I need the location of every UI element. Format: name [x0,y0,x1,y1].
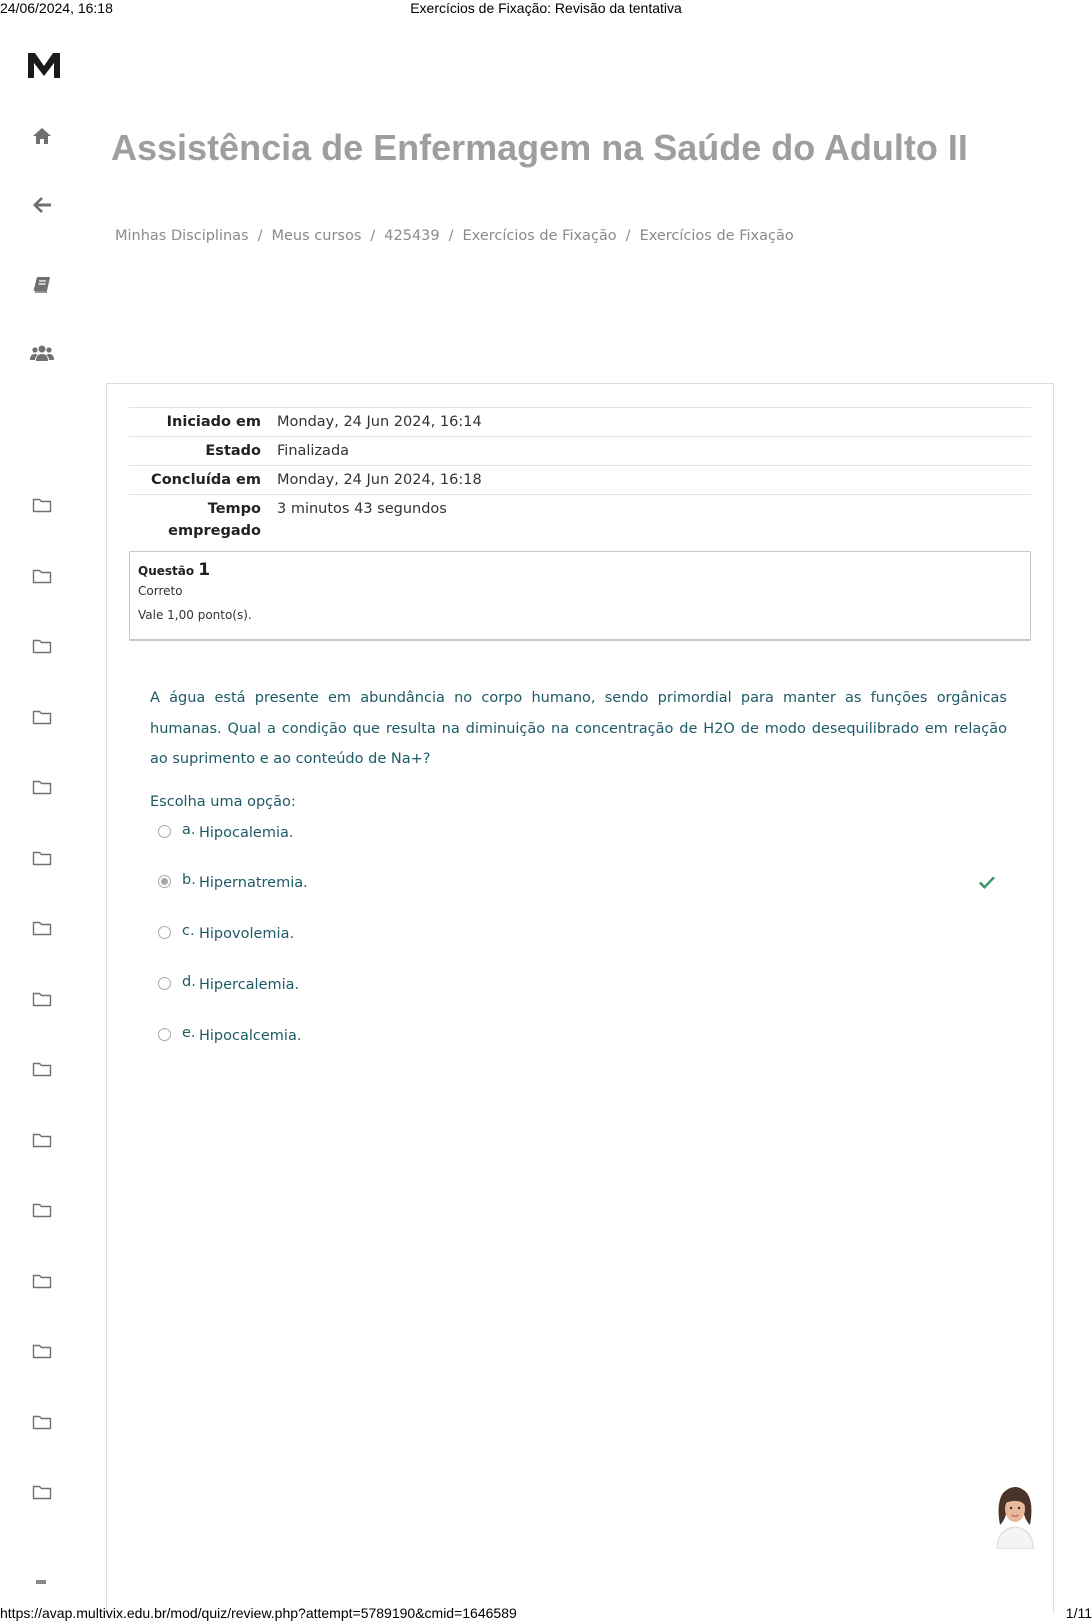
print-title: Exercícios de Fixação: Revisão da tentativa [410,0,682,16]
folder-icon[interactable] [30,1340,54,1362]
question-number [138,560,1022,580]
breadcrumb-item-section[interactable]: Exercícios de Fixação [462,228,617,244]
question-state: Correto [138,584,183,598]
answer-letter: c. [182,923,195,939]
print-footer [0,1605,1092,1621]
folder-icon[interactable] [30,565,54,587]
answer-radio[interactable] [158,977,171,990]
answer-radio[interactable] [158,825,171,838]
back-arrow-icon[interactable] [30,194,54,216]
question-label: Questão [138,564,195,578]
summary-label: Estado [205,443,261,459]
answer-text: Hipercalemia. [199,977,300,993]
answer-option-e[interactable] [158,1025,1018,1054]
summary-value: 3 minutos 43 segundos [277,501,447,517]
sidebar-scroll-indicator [36,1580,46,1584]
folder-icon[interactable] [30,1270,54,1292]
folder-icon[interactable] [30,776,54,798]
folder-icon[interactable] [30,847,54,869]
answer-radio[interactable] [158,1028,171,1041]
question-grade: Vale 1,00 ponto(s). [138,608,252,622]
home-icon[interactable] [30,125,54,147]
summary-row [129,408,1031,437]
answer-prompt: Escolha uma opção: [150,794,296,810]
breadcrumb: Minhas Disciplinas / Meus cursos / 425439 / Exercícios de Fixação / Exercícios de Fixação [115,228,794,244]
folder-icon[interactable] [30,1129,54,1151]
folder-icon[interactable] [30,1411,54,1433]
book-icon[interactable] [30,274,54,296]
answer-text: Hipocalcemia. [199,1028,302,1044]
correct-check-icon [978,876,996,890]
question-text: A água está presente em abundância no corpo humano, sendo primordial para manter as funções orgânicas humanas. Qual a condição que resulta na diminuição na concentração de H2O de modo desequilibrado em relação ao suprimento e ao conteúdo de Na+? [150,690,1007,767]
question-number-value: 1 [198,560,211,580]
answer-radio[interactable] [158,926,171,939]
answer-option-a[interactable] [158,822,1018,851]
users-icon[interactable] [30,342,54,364]
summary-row [129,437,1031,466]
folder-icon[interactable] [30,1199,54,1221]
question-info-box [129,551,1031,641]
folder-icon[interactable] [30,494,54,516]
summary-label: Tempo empregado [168,501,261,539]
breadcrumb-item-course-id[interactable]: 425439 [384,228,440,244]
summary-value: Finalizada [277,443,350,459]
answer-text: Hipovolemia. [199,926,295,942]
summary-label: Iniciado em [166,414,261,430]
folder-icon[interactable] [30,635,54,657]
summary-label: Concluída em [151,472,261,488]
site-logo[interactable] [27,50,61,80]
folder-icon[interactable] [30,706,54,728]
answer-text: Hipocalemia. [199,825,294,841]
assistant-avatar[interactable] [991,1483,1039,1549]
print-header [0,0,1092,16]
folder-icon[interactable] [30,988,54,1010]
breadcrumb-item-minhas-disciplinas[interactable]: Minhas Disciplinas [115,228,249,244]
answer-option-d[interactable] [158,974,1018,1003]
answer-option-c[interactable] [158,923,1018,952]
page-title: Assistência de Enfermagem na Saúde do Adulto II [111,127,968,168]
answer-letter: b. [182,872,196,888]
print-url: https://avap.multivix.edu.br/mod/quiz/review.php?attempt=5789190&cmid=1646589 [0,1605,517,1621]
answer-radio-selected[interactable] [158,875,171,888]
answer-option-b[interactable] [158,872,1018,901]
summary-value: Monday, 24 Jun 2024, 16:14 [277,414,482,430]
folder-icon[interactable] [30,1481,54,1503]
attempt-summary-table [129,407,1031,545]
folder-icon[interactable] [30,1058,54,1080]
summary-row [129,495,1031,546]
answer-letter: d. [182,974,196,990]
answer-text: Hipernatremia. [199,875,308,891]
answer-letter: e. [182,1025,196,1041]
folder-icon[interactable] [30,917,54,939]
breadcrumb-item-quiz[interactable]: Exercícios de Fixação [639,228,794,244]
summary-value: Monday, 24 Jun 2024, 16:18 [277,472,482,488]
summary-row [129,466,1031,495]
breadcrumb-item-meus-cursos[interactable]: Meus cursos [271,228,362,244]
answer-letter: a. [182,822,196,838]
print-page-number: 1/11 [1065,1605,1092,1621]
print-datetime: 24/06/2024, 16:18 [0,0,113,16]
